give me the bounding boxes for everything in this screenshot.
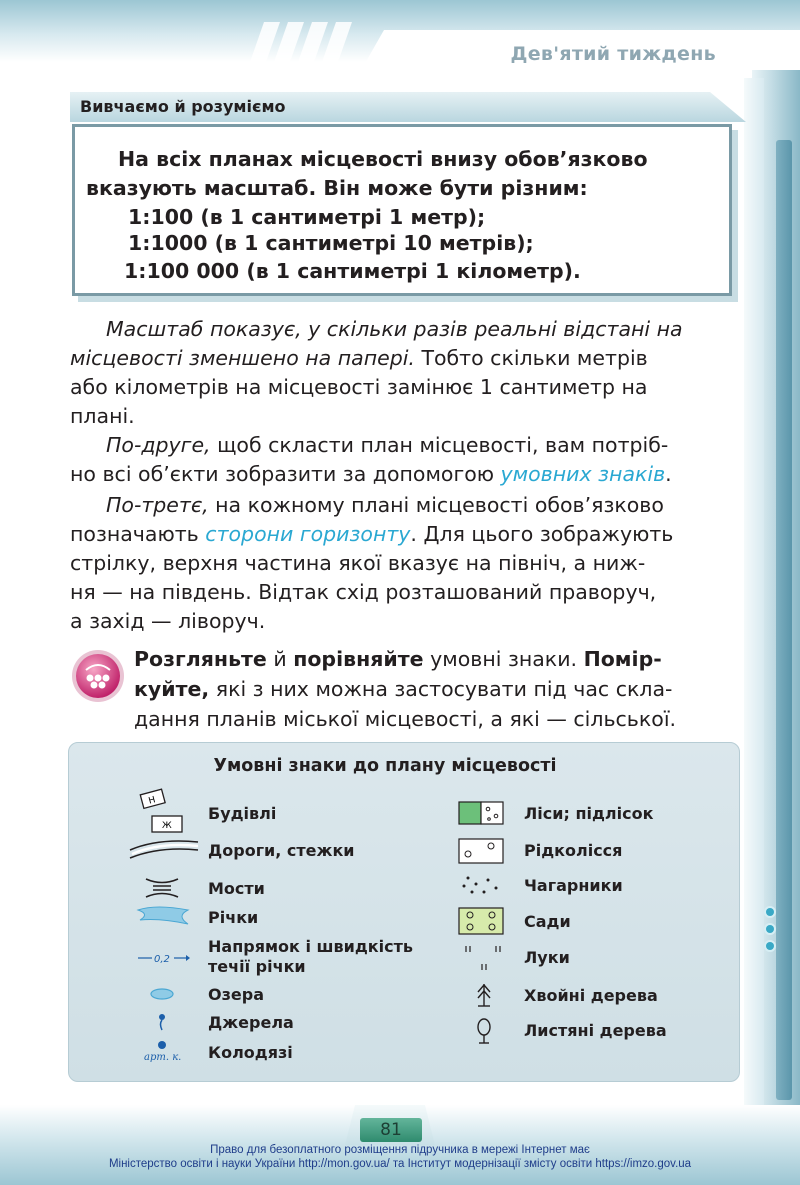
legend-flow-2: течії річки	[208, 957, 306, 976]
legend-meadows: Луки	[524, 948, 570, 967]
paragraph-2-line-2: но всі об’єкти зобразити за допомогою умовних знаків.	[70, 462, 672, 486]
paragraph-3-line-2: позначають сторони горизонту. Для цього зображують	[70, 522, 674, 546]
forest-icon	[458, 801, 504, 825]
rule-line-4: 1:1000 (в 1 сантиметрі 10 метрів);	[128, 231, 534, 255]
roads-icon	[128, 836, 200, 864]
paragraph-1-line-4: плані.	[70, 404, 135, 428]
stripes-decoration	[250, 22, 360, 62]
link-conventional-signs[interactable]: умовних знаків	[500, 462, 666, 486]
building-letter-n: Н	[147, 795, 157, 807]
paragraph-1-line-1: Масштаб показує, у скільки разів реальні відстані на	[106, 317, 683, 341]
legend-springs: Джерела	[208, 1013, 294, 1032]
rule-line-1: На всіх планах місцевості внизу обов’язково	[118, 147, 648, 171]
week-title: Дев'ятий тиждень	[510, 43, 716, 65]
river-flow-icon	[136, 948, 190, 968]
legend-bridges: Мости	[208, 879, 265, 898]
task-line-2: куйте, які з них можна застосувати під час скла-	[134, 677, 673, 701]
river-icon	[136, 902, 192, 928]
legend-flow-1: Напрямок і швидкість	[208, 937, 413, 956]
footer-line-1: Право для безоплатного розміщення підручника в мережі Інтернет має	[210, 1144, 590, 1156]
think-icon	[70, 648, 126, 704]
sparse-forest-icon	[458, 838, 504, 864]
study-header-label: Вивчаємо й розуміємо	[80, 97, 286, 116]
well-icon	[134, 1038, 190, 1064]
task-line-1: Розгляньте й порівняйте умовні знаки. Помір-	[134, 647, 662, 671]
legend-roads: Дороги, стежки	[208, 841, 355, 860]
paragraph-3-line-4: ня — на південь. Відтак схід розташований праворуч,	[70, 580, 657, 604]
right-frame-inner	[744, 78, 764, 1118]
legend-title: Умовні знаки до плану місцевості	[213, 756, 557, 776]
paragraph-1-line-3: або кілометрів на місцевості замінює 1 сантиметр на	[70, 375, 648, 399]
legend-deciduous: Листяні дерева	[524, 1021, 667, 1040]
paragraph-1-line-2: місцевості зменшено на папері. Тобто скільки метрів	[70, 346, 648, 370]
right-frame-bar	[776, 140, 792, 1100]
paragraph-3-line-1: По-третє, на кожному плані місцевості обов’язково	[106, 493, 664, 517]
deciduous-icon	[474, 1017, 494, 1045]
gardens-icon	[458, 907, 504, 935]
rule-line-2: вказують масштаб. Він може бути різним:	[86, 176, 588, 200]
legend-lakes: Озера	[208, 985, 264, 1004]
legend-forests: Ліси; підлісок	[524, 804, 654, 823]
rule-line-5: 1:100 000 (в 1 сантиметрі 1 кілометр).	[124, 259, 581, 283]
paragraph-3-line-3: стрілку, верхня частина якої вказує на північ, а ниж-	[70, 551, 646, 575]
dots-decoration	[766, 908, 774, 959]
legend-sparse-forest: Рідколісся	[524, 841, 623, 860]
paragraph-2-line-1: По-друге, щоб скласти план місцевості, вам потріб-	[106, 433, 669, 457]
link-horizon-sides[interactable]: сторони горизонту	[205, 522, 411, 546]
bridge-icon	[144, 876, 180, 900]
conifer-icon	[474, 982, 494, 1008]
legend-gardens: Сади	[524, 912, 571, 931]
legend-bushes: Чагарники	[524, 876, 623, 895]
buildings-icon	[130, 788, 190, 838]
paragraph-3-line-5: а захід — ліворуч.	[70, 609, 266, 633]
lake-icon	[148, 986, 178, 1002]
legend-conifers: Хвойні дерева	[524, 986, 658, 1005]
legend-rivers: Річки	[208, 908, 259, 927]
legend-buildings: Будівлі	[208, 804, 277, 823]
bushes-icon	[460, 872, 504, 896]
task-line-3: дання планів міської місцевості, а які — сільської.	[134, 707, 677, 731]
meadows-icon	[462, 944, 506, 974]
well-text: арт. к.	[144, 1052, 182, 1063]
rule-line-3: 1:100 (в 1 сантиметрі 1 метр);	[128, 205, 486, 229]
flow-speed-text: 0,2	[154, 954, 170, 965]
legend-wells: Колодязі	[208, 1043, 293, 1062]
page-number: 81	[360, 1118, 422, 1142]
building-letter-zh: Ж	[162, 821, 172, 831]
footer-line-2: Міністерство освіти і науки України http://mon.gov.ua/ та Інститут модернізації змісту освіти https://imzo.gov.ua	[108, 1158, 692, 1170]
footer-copyright	[0, 1143, 800, 1171]
spring-icon	[154, 1012, 170, 1032]
